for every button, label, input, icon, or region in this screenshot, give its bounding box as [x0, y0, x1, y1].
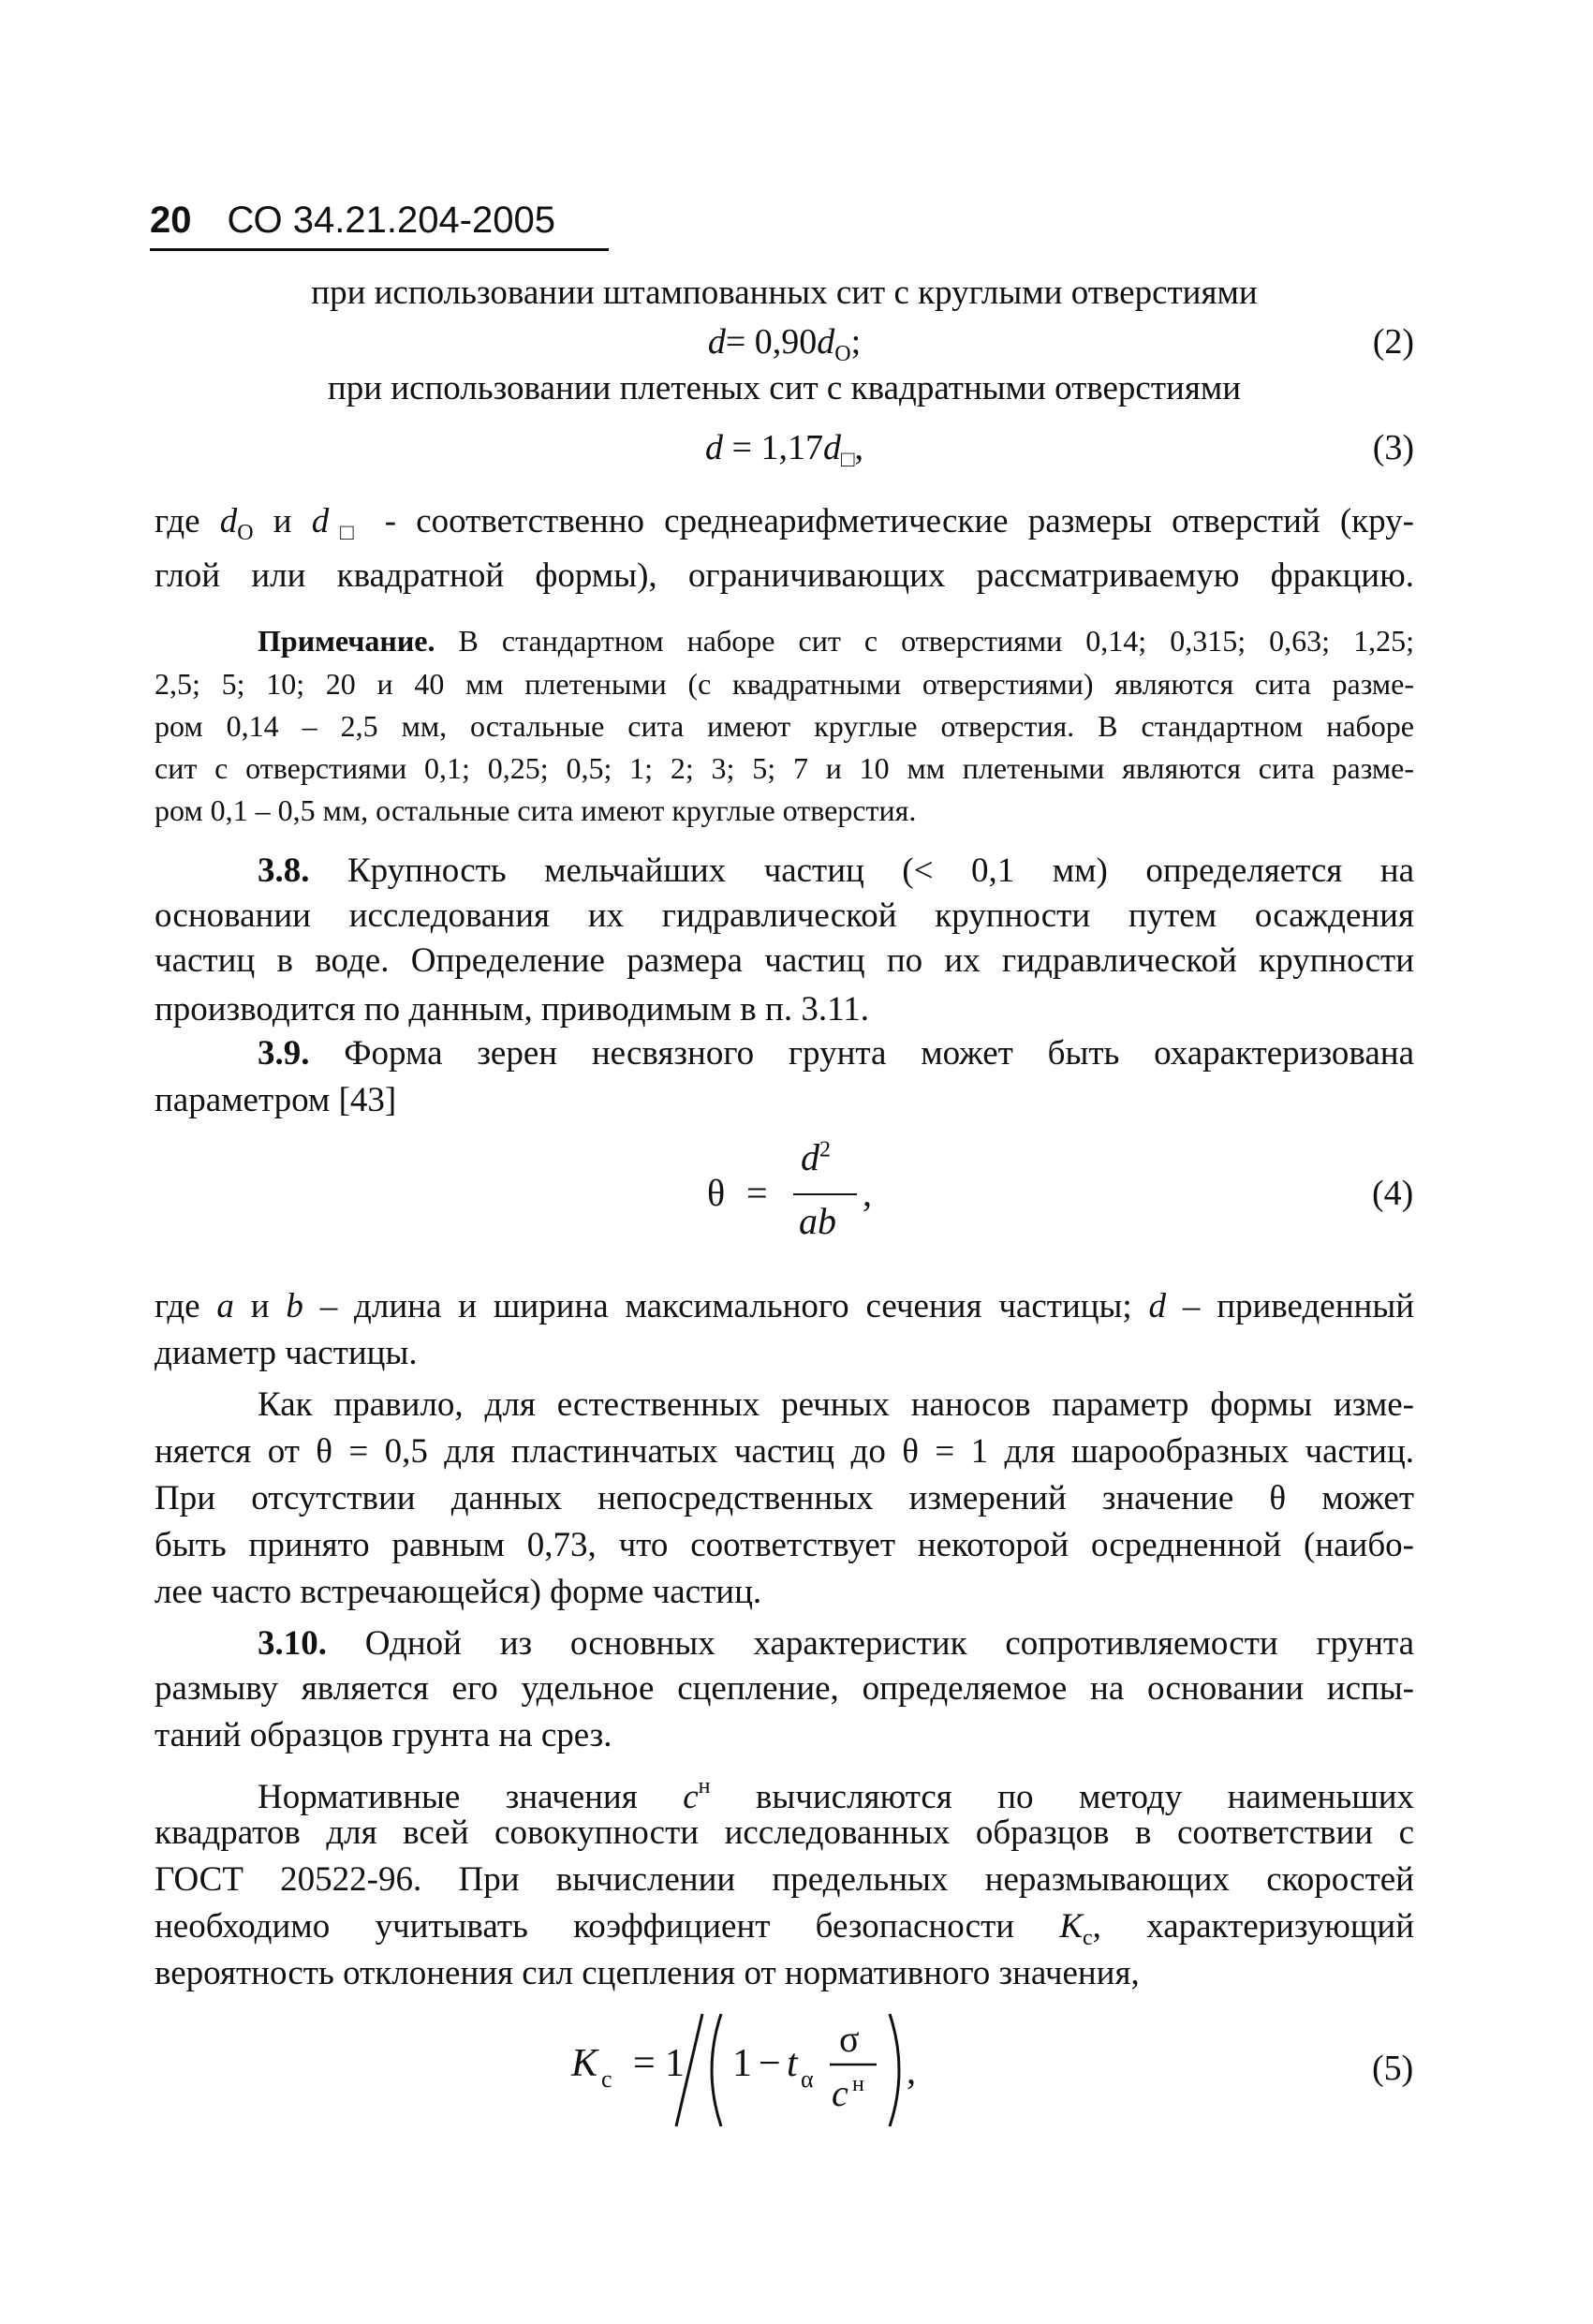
eq5-minus: − — [759, 2042, 781, 2085]
shape-line4: быть принято равным 0,73, что соответствует некоторой осредненной (наибо- — [155, 1526, 1414, 1564]
p38-line2: основании исследования их гидравлической крупности путем осаждения — [155, 896, 1414, 935]
equation-2-number: (2) — [1372, 322, 1414, 362]
shape-line2: няется от θ = 0,5 для пластинчатых частиц до θ = 1 для шарообразных частиц. — [155, 1432, 1414, 1471]
eq5-sigma: σ — [839, 2018, 860, 2060]
section-number-3-9: 3.9. — [258, 1034, 310, 1073]
page-number: 20 — [150, 200, 192, 241]
p310-line3: таний образцов грунта на срез. — [155, 1716, 612, 1754]
p310-line2: размыву является его удельное сцепление, определяемое на основании испы- — [155, 1669, 1414, 1708]
equation-4-formula: θ = $d^2$ ab , — [707, 1136, 872, 1242]
section-number-3-8: 3.8. — [258, 851, 310, 890]
where1-line1: где $d_O$ и $d_□$ - соответственно среднеарифметические размеры отверстий (кру- — [155, 502, 1414, 545]
note-line4: сит с отверстиями 0,1; 0,25; 0,5; 1; 2; 3; 5; 7 и 10 мм плетеными являются сита разме- — [155, 751, 1414, 785]
p39-line1: 3.9. Форма зерен несвязного грунта может быть охарактеризована — [258, 1034, 1414, 1073]
norm-line1: Нормативные значения $c^н$ вычисляются по методу наименьших — [258, 1774, 1414, 1816]
p38-line3: частиц в воде. Определение размера частиц по их гидравлической крупности — [155, 941, 1414, 980]
norm-line5: вероятность отклонения сил сцепления от нормативного значения, — [155, 1954, 1140, 1992]
equation-3-formula: $d = 1,17d_□$, — [705, 428, 863, 472]
equation-4-number: (4) — [1372, 1174, 1414, 1213]
eq5-lhs-sub: с — [601, 2065, 612, 2093]
p38-line4: производится по данным, приводимым в п. 3.11. — [155, 990, 869, 1029]
norm-line3: ГОСТ 20522-96. При вычислении предельных неразмывающих скоростей — [155, 1860, 1414, 1899]
norm-line2: квадратов для всей совокупности исследованных образцов в соответствии с — [155, 1813, 1414, 1852]
note-label: Примечание. — [258, 624, 435, 658]
eq5-c-sup: н — [852, 2072, 864, 2096]
eq5-lhs-var: K — [571, 2042, 598, 2085]
where1-line2: глой или квадратной формы), ограничивающих рассматриваемую фракцию. — [155, 556, 1414, 595]
where2-line1: где a и b – длина и ширина максимального сечения частицы; d – приведенный — [155, 1287, 1414, 1325]
page-header — [150, 192, 609, 251]
equation-2-formula: $d= 0,90d_O$; — [707, 322, 862, 366]
note-line1: Примечание. В стандартном наборе сит с отверстиями 0,14; 0,315; 0,63; 1,25; — [258, 624, 1414, 658]
eq5-one: 1 — [665, 2042, 685, 2085]
p39-line2: параметром [43] — [155, 1081, 397, 1119]
eq5-c: c — [832, 2072, 848, 2114]
eq5-inner-one: 1 — [732, 2042, 752, 2085]
note-line3: ром 0,14 – 2,5 мм, остальные сита имеют круглые отверстия. В стандартном наборе — [155, 709, 1414, 743]
equation-3-number: (3) — [1372, 428, 1414, 467]
equation-2 — [155, 314, 1414, 370]
p38-line1: 3.8. Крупность мельчайших частиц (< 0,1 мм) определяется на — [258, 851, 1414, 890]
equation-3 — [155, 420, 1414, 476]
norm-line4: необходимо учитывать коэффициент безопасности $K_с$, характеризующий — [155, 1907, 1415, 1950]
equation-5-formula — [562, 1986, 1049, 2145]
where2-line2: диаметр частицы. — [155, 1334, 418, 1372]
shape-line3: При отсутствии данных непосредственных измерений значение θ может — [155, 1479, 1414, 1517]
eq3-intro: при использовании плетеных сит с квадратными отверстиями — [327, 369, 1242, 407]
eq5-comma: , — [907, 2050, 916, 2092]
equation-5-number: (5) — [1372, 2049, 1414, 2088]
note-line5: ром 0,1 – 0,5 мм, остальные сита имеют круглые отверстия. — [155, 793, 917, 827]
p310-line1: 3.10. Одной из основных характеристик сопротивляемости грунта — [258, 1624, 1414, 1663]
eq5-eq: = — [633, 2042, 656, 2085]
eq2-intro: при использовании штампованных сит с круглыми отверстиями — [311, 274, 1258, 312]
document-code: СО 34.21.204-2005 — [227, 200, 555, 241]
shape-line1: Как правило, для естественных речных наносов параметр формы изме- — [258, 1385, 1414, 1424]
eq5-t: t — [787, 2042, 798, 2085]
section-number-3-10: 3.10. — [258, 1624, 327, 1663]
eq5-t-sub: α — [801, 2065, 814, 2093]
shape-line5: лее часто встречающейся) форме частиц. — [155, 1573, 762, 1611]
note-line2: 2,5; 5; 10; 20 и 40 мм плетеными (с квадратными отверстиями) являются сита разме- — [155, 667, 1414, 701]
